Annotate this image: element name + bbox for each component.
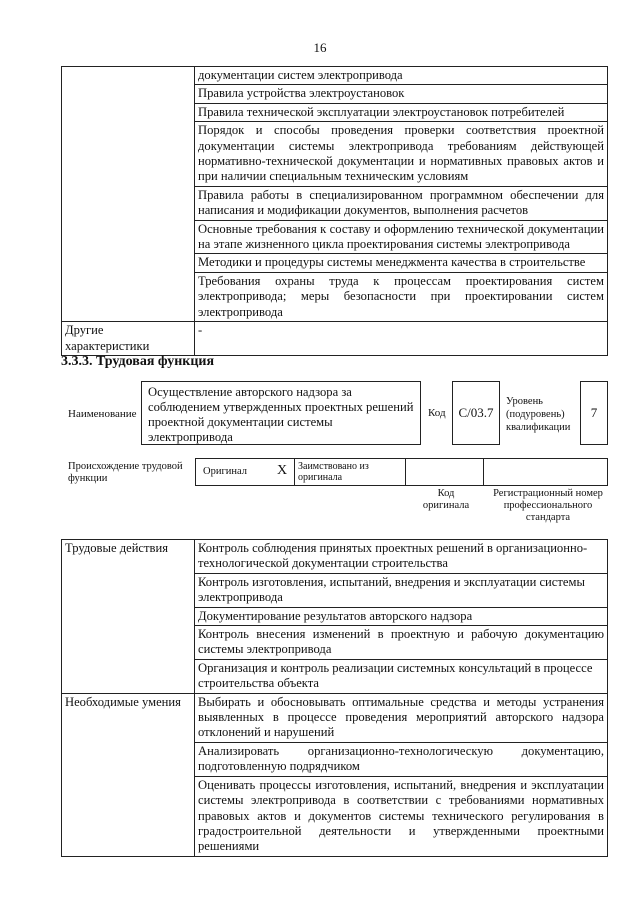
knowledge-item: Требования охраны труда к процессам проектирования систем электропривода; меры безопасности при проектировании систем электропривода bbox=[195, 272, 608, 321]
function-table bbox=[61, 539, 608, 857]
actions-label: Трудовые действия bbox=[62, 540, 195, 694]
function-code: С/03.7 bbox=[452, 381, 500, 445]
skill-item: Анализировать организационно-технологическую документацию, подготовленную подрядчиком bbox=[195, 742, 608, 776]
original-label: Оригинал bbox=[203, 466, 247, 477]
function-name: Осуществление авторского надзора за соблюдением утвержденных проектных решений проектной документации системы электропривода bbox=[141, 381, 421, 445]
action-item: Документирование результатов авторского надзора bbox=[195, 607, 608, 625]
table-row bbox=[62, 693, 608, 742]
action-item: Контроль соблюдения принятых проектных решений в организационно-технологической документации строительства bbox=[195, 540, 608, 574]
knowledge-item: Основные требования к составу и оформлению технической документации на этапе жизненного цикла проектирования системы электропривода bbox=[195, 220, 608, 254]
action-item: Организация и контроль реализации системных консультаций в процессе строительства объекта bbox=[195, 659, 608, 693]
section-title: 3.3.3. Трудовая функция bbox=[61, 354, 215, 369]
page-number: 16 bbox=[313, 40, 327, 55]
skills-label: Необходимые умения bbox=[62, 693, 195, 856]
other-characteristics-label: Другие характеристики bbox=[62, 322, 195, 356]
knowledge-table bbox=[61, 66, 608, 356]
code-original-caption: Код оригинала bbox=[422, 488, 470, 511]
knowledge-item: Порядок и способы проведения проверки соответствия проектной документации системы электропривода требованиям действующей нормативно-технической документации и нормативных правовых актов и при наличии специальным техническим условиям bbox=[195, 122, 608, 187]
table-row bbox=[62, 322, 608, 356]
code-label: Код bbox=[428, 407, 446, 419]
level-value: 7 bbox=[580, 381, 608, 445]
knowledge-item: Правила технической эксплуатации электроустановок потребителей bbox=[195, 103, 608, 121]
original-mark: X bbox=[277, 463, 288, 478]
table-row bbox=[62, 540, 608, 574]
knowledge-item: Методики и процедуры системы менеджмента качества в строительстве bbox=[195, 254, 608, 272]
other-characteristics-value: - bbox=[195, 322, 608, 356]
origin-reg-cell bbox=[483, 458, 608, 486]
action-item: Контроль изготовления, испытаний, внедрения и эксплуатации системы электропривода bbox=[195, 573, 608, 607]
table-row bbox=[62, 67, 608, 85]
skill-item: Оценивать процессы изготовления, испытаний, внедрения и эксплуатации системы электропривода в соответствии с требованиями нормативных правовых актов и документов системы технического регулирования в градостроительной деятельности и утвержденными проектными решениями bbox=[195, 776, 608, 856]
name-label: Наименование bbox=[68, 408, 137, 420]
knowledge-item: документации систем электропривода bbox=[195, 67, 608, 85]
reg-number-caption: Регистрационный номер профессионального стандарта bbox=[493, 488, 603, 523]
knowledge-item: Правила устройства электроустановок bbox=[195, 85, 608, 103]
action-item: Контроль внесения изменений в проектную и рабочую документацию системы электропривода bbox=[195, 626, 608, 660]
knowledge-item: Правила работы в специализированном программном обеспечении для написания и модификации документов, выполнения расчетов bbox=[195, 186, 608, 220]
origin-label: Происхождение трудовой функции bbox=[68, 461, 183, 484]
skill-item: Выбирать и обосновывать оптимальные средства и методы устранения выявленных в процессе проведения мероприятий авторского надзора отклонений и нарушений bbox=[195, 693, 608, 742]
origin-code-cell bbox=[405, 458, 484, 486]
borrowed-label: Заимствовано из оригинала bbox=[298, 461, 369, 483]
level-label: Уровень (подуровень) квалификации bbox=[506, 396, 571, 433]
